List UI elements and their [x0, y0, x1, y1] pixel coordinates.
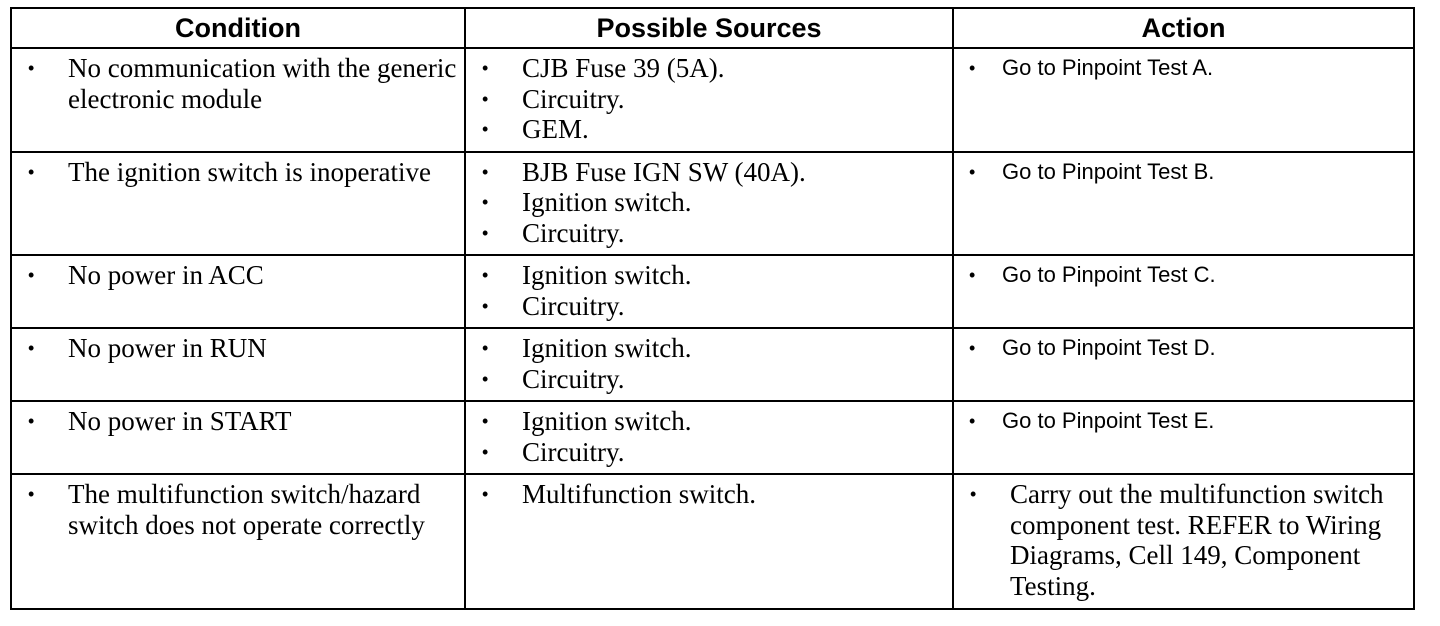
- action-item: • Go to Pinpoint Test B.: [969, 158, 1215, 184]
- table-row: [11, 401, 1414, 474]
- source-item: • Circuitry.: [482, 83, 625, 114]
- sources-cell: [465, 328, 953, 401]
- action-item: • Go to Pinpoint Test D.: [969, 335, 1216, 360]
- source-item: • Multifunction switch.: [482, 479, 756, 509]
- symptom-table: [10, 7, 1415, 610]
- condition-item: • No power in ACC: [28, 260, 264, 290]
- sources-cell: [465, 474, 953, 609]
- condition-cell: [11, 48, 465, 152]
- table-row: [11, 255, 1414, 328]
- action-cell: [953, 48, 1414, 152]
- action-cell: [953, 474, 1414, 609]
- source-item: • Ignition switch.: [482, 406, 692, 436]
- condition-cell: [11, 152, 465, 256]
- source-item: • Circuitry.: [482, 363, 625, 394]
- source-item: • Circuitry.: [482, 290, 625, 321]
- sources-cell: [465, 152, 953, 256]
- source-item: • CJB Fuse 39 (5A).: [482, 53, 725, 83]
- table-row: [11, 48, 1414, 152]
- table-row: [11, 474, 1414, 609]
- condition-cell: [11, 474, 465, 609]
- source-item: • Ignition switch.: [482, 260, 692, 290]
- sources-cell: [465, 48, 953, 152]
- sources-cell: [465, 401, 953, 474]
- condition-item: • The multifunction switch/hazard switch does not operate correctly: [28, 479, 425, 540]
- action-item: • Go to Pinpoint Test A.: [969, 55, 1214, 80]
- sources-cell: [465, 255, 953, 328]
- action-item: • Go to Pinpoint Test E.: [969, 408, 1215, 433]
- symptom-chart: [10, 7, 1413, 610]
- source-item: • BJB Fuse IGN SW (40A).: [482, 156, 806, 187]
- table-row: [11, 328, 1414, 401]
- source-item: • GEM.: [482, 114, 589, 144]
- action-cell: [953, 401, 1414, 474]
- action-header: Action: [953, 8, 1414, 48]
- action-item: • Go to Pinpoint Test C.: [969, 262, 1216, 287]
- action-cell: [953, 152, 1414, 256]
- condition-header: Condition: [11, 8, 465, 48]
- condition-item: • No communication with the generic electronic module: [28, 53, 457, 114]
- source-item: • Ignition switch.: [482, 187, 692, 217]
- action-item: • Carry out the multifunction switch component test. REFER to Wiring Diagrams, Cell 149, Component Testing.: [970, 479, 1384, 601]
- condition-cell: [11, 401, 465, 474]
- source-item: • Ignition switch.: [482, 333, 692, 363]
- action-cell: [953, 255, 1414, 328]
- source-item: • Circuitry.: [482, 436, 625, 467]
- header-row: [11, 8, 1414, 48]
- table-row: [11, 152, 1414, 256]
- condition-cell: [11, 255, 465, 328]
- condition-cell: [11, 328, 465, 401]
- condition-item: • No power in RUN: [28, 333, 267, 363]
- source-item: • Circuitry.: [482, 217, 625, 248]
- possible-sources-header: Possible Sources: [465, 8, 953, 48]
- condition-item: • The ignition switch is inoperative: [28, 156, 431, 187]
- condition-item: • No power in START: [28, 406, 292, 436]
- action-cell: [953, 328, 1414, 401]
